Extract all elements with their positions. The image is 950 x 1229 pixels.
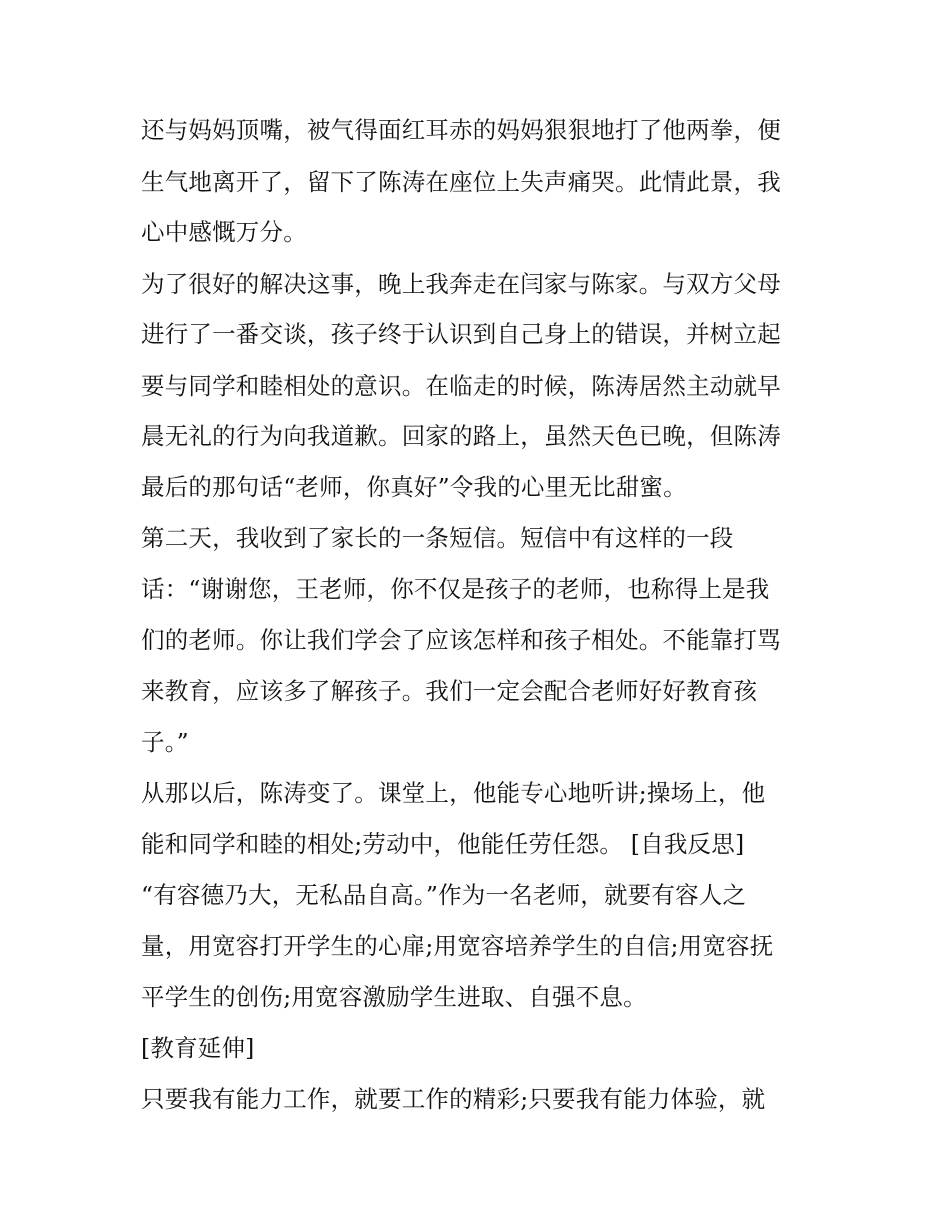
section-heading-education-extension: [教育延伸] bbox=[141, 1034, 255, 1062]
text-line-18: 平学生的创伤;用宽容激励学生进取、自强不息。 bbox=[141, 983, 647, 1011]
text-line-6: 要与同学和睦相处的意识。在临走的时候，陈涛居然主动就早 bbox=[141, 372, 781, 400]
text-line-16: “有容德乃大，无私品自高。”作为一名老师，就要有容人之 bbox=[141, 881, 747, 909]
text-line-13: 子。” bbox=[141, 728, 189, 756]
text-line-8: 最后的那句话“老师，你真好”令我的心里无比甜蜜。 bbox=[141, 473, 687, 501]
text-line-14: 从那以后，陈涛变了。课堂上，他能专心地听讲;操场上，他 bbox=[141, 779, 766, 807]
text-line-20: 只要我有能力工作，就要工作的精彩;只要我有能力体验，就 bbox=[141, 1085, 766, 1113]
text-line-9: 第二天，我收到了家长的一条短信。短信中有这样的一段 bbox=[141, 524, 734, 552]
text-line-7: 晨无礼的行为向我道歉。回家的路上，虽然天色已晚，但陈涛 bbox=[141, 422, 781, 450]
text-line-10: 话：“谢谢您，王老师，你不仅是孩子的老师，也称得上是我 bbox=[141, 575, 770, 603]
text-line-4: 为了很好的解决这事，晚上我奔走在闫家与陈家。与双方父母 bbox=[141, 270, 781, 298]
text-line-17: 量，用宽容打开学生的心扉;用宽容培养学生的自信;用宽容抚 bbox=[141, 932, 774, 960]
text-line-1: 还与妈妈顶嘴，被气得面红耳赤的妈妈狠狠地打了他两拳，便 bbox=[141, 116, 781, 144]
text-line-2: 生气地离开了，留下了陈涛在座位上失声痛哭。此情此景，我 bbox=[141, 168, 781, 196]
text-line-12: 来教育，应该多了解孩子。我们一定会配合老师好好教育孩 bbox=[141, 677, 758, 705]
text-line-11: 们的老师。你让我们学会了应该怎样和孩子相处。不能靠打骂 bbox=[141, 626, 781, 654]
text-line-15: 能和同学和睦的相处;劳动中，他能任劳任怨。 [自我反思] bbox=[141, 830, 745, 858]
text-line-5: 进行了一番交谈，孩子终于认识到自己身上的错误，并树立起 bbox=[141, 320, 781, 348]
text-line-3: 心中感慨万分。 bbox=[141, 218, 307, 246]
